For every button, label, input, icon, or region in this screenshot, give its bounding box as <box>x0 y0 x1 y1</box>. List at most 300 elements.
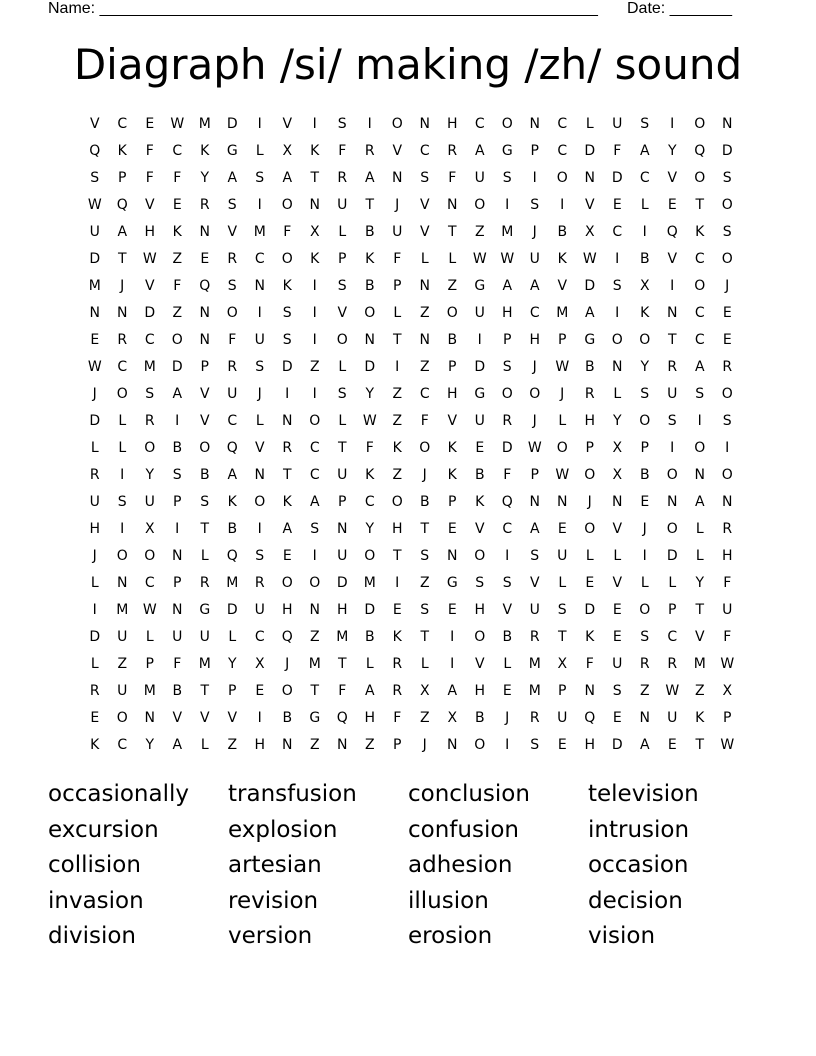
grid-letter: H <box>721 548 733 564</box>
grid-letter: M <box>693 656 706 672</box>
grid-letter: B <box>447 332 458 348</box>
grid-letter: W <box>555 359 570 375</box>
grid-letter: O <box>611 332 623 348</box>
grid-letter: H <box>254 737 266 753</box>
grid-letter: Y <box>145 737 155 753</box>
grid-letter: V <box>667 251 678 267</box>
grid-letter: D <box>666 548 678 564</box>
grid-letter: K <box>117 143 127 159</box>
grid-letter: S <box>722 413 732 429</box>
grid-letter: V <box>282 116 293 132</box>
grid-letter: B <box>364 224 375 240</box>
grid-letter: Q <box>89 143 101 159</box>
grid-letter: D <box>144 305 156 321</box>
grid-letter: M <box>198 116 211 132</box>
grid-letter: N <box>282 413 293 429</box>
grid-letter: O <box>391 494 403 510</box>
page-title: Diagraph /si/ making /zh/ sound <box>73 40 743 89</box>
grid-letter: L <box>668 575 677 591</box>
grid-letter: I <box>505 548 510 564</box>
grid-letter: Q <box>584 710 596 726</box>
grid-letter: K <box>695 224 705 240</box>
grid-letter: M <box>198 656 211 672</box>
grid-letter: K <box>365 467 375 483</box>
grid-letter: I <box>257 197 262 213</box>
grid-letter: I <box>312 332 317 348</box>
grid-letter: L <box>585 116 594 132</box>
grid-letter: S <box>337 278 347 294</box>
grid-letter: C <box>227 413 238 429</box>
grid-letter: U <box>612 656 623 672</box>
word-bank-item: vision <box>588 923 656 950</box>
grid-letter: F <box>338 143 347 159</box>
grid-letter: Z <box>309 629 320 645</box>
grid-letter: S <box>227 278 237 294</box>
grid-letter: F <box>145 143 154 159</box>
grid-letter: V <box>144 278 155 294</box>
grid-row <box>81 408 741 435</box>
grid-letter: I <box>257 710 262 726</box>
word-bank-item: occasionally <box>48 781 189 807</box>
grid-letter: R <box>337 170 348 186</box>
grid-letter: K <box>695 710 705 726</box>
grid-letter: I <box>257 116 262 132</box>
grid-letter: U <box>227 386 238 402</box>
grid-letter: E <box>612 710 622 726</box>
grid-letter: A <box>694 494 705 510</box>
word-bank-item: erosion <box>408 923 493 950</box>
grid-letter: N <box>419 332 430 348</box>
grid-letter: I <box>395 575 400 591</box>
grid-letter: R <box>144 413 155 429</box>
grid-letter: O <box>666 521 678 537</box>
grid-letter: J <box>587 494 592 510</box>
grid-letter: A <box>639 737 650 753</box>
grid-letter: U <box>337 548 348 564</box>
grid-letter: I <box>505 197 510 213</box>
grid-letter: K <box>282 494 292 510</box>
grid-letter: D <box>584 143 596 159</box>
grid-letter: W <box>527 440 542 456</box>
grid-letter: S <box>172 467 182 483</box>
word-bank-item: conclusion <box>408 781 530 807</box>
grid-letter: V <box>474 656 485 672</box>
grid-letter: D <box>611 170 623 186</box>
grid-letter: L <box>558 575 567 591</box>
grid-letter: T <box>695 737 705 753</box>
grid-letter: H <box>446 386 458 402</box>
grid-letter: F <box>173 170 182 186</box>
grid-letter: L <box>200 548 209 564</box>
grid-letter: X <box>144 521 155 537</box>
grid-letter: I <box>257 305 262 321</box>
grid-letter: O <box>116 386 128 402</box>
grid-letter: L <box>695 521 704 537</box>
grid-letter: M <box>143 359 156 375</box>
grid-letter: C <box>612 224 623 240</box>
grid-letter: E <box>145 116 155 132</box>
grid-letter: S <box>255 170 265 186</box>
grid-letter: B <box>474 710 485 726</box>
grid-letter: E <box>667 737 677 753</box>
grid-letter: N <box>529 116 540 132</box>
grid-row <box>81 165 741 192</box>
word-bank-item: explosion <box>228 816 338 843</box>
grid-letter: N <box>199 224 210 240</box>
grid-letter: R <box>199 575 210 591</box>
grid-letter: H <box>391 521 403 537</box>
word-bank-item: invasion <box>48 887 144 914</box>
grid-letter: J <box>422 467 427 483</box>
grid-letter: F <box>283 224 292 240</box>
grid-letter: O <box>309 413 321 429</box>
grid-letter: Q <box>336 710 348 726</box>
grid-letter: P <box>338 251 347 267</box>
grid-letter: W <box>720 737 735 753</box>
grid-letter: D <box>226 602 238 618</box>
grid-letter: P <box>393 278 402 294</box>
grid-letter: J <box>725 278 730 294</box>
grid-letter: J <box>532 359 537 375</box>
grid-letter: D <box>89 251 101 267</box>
grid-letter: C <box>117 116 128 132</box>
grid-letter: B <box>502 629 513 645</box>
grid-letter: C <box>309 467 320 483</box>
grid-letter: V <box>529 575 540 591</box>
grid-letter: M <box>336 629 349 645</box>
grid-letter: E <box>447 521 457 537</box>
grid-letter: T <box>200 521 210 537</box>
grid-letter: Y <box>612 413 622 429</box>
grid-letter: M <box>528 656 541 672</box>
grid-letter: B <box>364 629 375 645</box>
grid-letter: Q <box>666 224 678 240</box>
grid-letter: Q <box>199 278 211 294</box>
grid-letter: I <box>312 305 317 321</box>
grid-letter: V <box>199 710 210 726</box>
grid-letter: Y <box>640 359 650 375</box>
grid-letter: L <box>393 305 402 321</box>
grid-letter: C <box>694 332 705 348</box>
grid-letter: O <box>694 170 706 186</box>
grid-letter: K <box>447 467 457 483</box>
grid-letter: V <box>612 521 623 537</box>
grid-row <box>81 219 741 246</box>
grid-letter: X <box>612 440 623 456</box>
grid-letter: O <box>336 332 348 348</box>
grid-letter: T <box>695 602 705 618</box>
grid-letter: S <box>145 386 155 402</box>
letter-grid <box>81 111 741 759</box>
grid-letter: B <box>557 224 568 240</box>
grid-letter: E <box>722 332 732 348</box>
grid-letter: L <box>200 737 209 753</box>
grid-letter: W <box>720 656 735 672</box>
word-bank-item: collision <box>48 852 141 879</box>
grid-letter: K <box>640 305 650 321</box>
grid-letter: S <box>557 602 567 618</box>
grid-letter: J <box>505 710 510 726</box>
grid-row <box>81 462 741 489</box>
grid-letter: U <box>474 413 485 429</box>
grid-letter: V <box>419 224 430 240</box>
grid-letter: E <box>612 602 622 618</box>
word-bank-item: revision <box>228 887 319 914</box>
grid-letter: A <box>447 683 458 699</box>
grid-letter: G <box>446 575 458 591</box>
grid-letter: Z <box>419 305 430 321</box>
grid-letter: I <box>560 197 565 213</box>
grid-letter: T <box>667 332 677 348</box>
grid-letter: G <box>501 143 513 159</box>
grid-row <box>81 651 741 678</box>
grid-letter: C <box>172 143 183 159</box>
grid-letter: C <box>694 251 705 267</box>
grid-letter: T <box>310 170 320 186</box>
grid-letter: O <box>666 467 678 483</box>
grid-letter: A <box>117 224 128 240</box>
grid-letter: Q <box>694 143 706 159</box>
grid-letter: A <box>282 521 293 537</box>
grid-letter: A <box>172 737 183 753</box>
grid-letter: J <box>257 386 262 402</box>
grid-letter: O <box>584 521 596 537</box>
grid-letter: P <box>668 602 677 618</box>
grid-letter: O <box>474 629 486 645</box>
grid-letter: L <box>420 251 429 267</box>
grid-row <box>81 327 741 354</box>
grid-letter: L <box>613 548 622 564</box>
grid-letter: N <box>557 494 568 510</box>
grid-letter: B <box>199 467 210 483</box>
grid-letter: O <box>694 116 706 132</box>
grid-letter: Z <box>364 737 375 753</box>
grid-letter: O <box>639 602 651 618</box>
grid-letter: Z <box>117 656 128 672</box>
grid-letter: O <box>694 278 706 294</box>
grid-letter: N <box>584 170 595 186</box>
grid-letter: O <box>474 737 486 753</box>
grid-letter: E <box>392 602 402 618</box>
grid-letter: C <box>557 143 568 159</box>
grid-letter: J <box>92 548 97 564</box>
grid-letter: N <box>172 548 183 564</box>
grid-letter: E <box>255 683 265 699</box>
grid-letter: S <box>502 170 512 186</box>
grid-letter: P <box>173 494 182 510</box>
grid-letter: K <box>310 251 320 267</box>
grid-letter: U <box>667 386 678 402</box>
grid-letter: N <box>337 737 348 753</box>
grid-letter: I <box>670 278 675 294</box>
grid-letter: X <box>612 467 623 483</box>
grid-letter: H <box>364 710 376 726</box>
grid-row <box>81 597 741 624</box>
grid-letter: C <box>144 332 155 348</box>
grid-letter: L <box>640 197 649 213</box>
grid-letter: C <box>254 629 265 645</box>
grid-letter: K <box>447 440 457 456</box>
grid-letter: H <box>89 521 101 537</box>
grid-letter: N <box>144 710 155 726</box>
grid-letter: J <box>285 656 290 672</box>
grid-letter: P <box>173 575 182 591</box>
grid-letter: I <box>175 521 180 537</box>
word-bank-item: excursion <box>48 816 159 843</box>
grid-letter: T <box>337 656 347 672</box>
grid-letter: P <box>200 359 209 375</box>
grid-letter: D <box>281 359 293 375</box>
grid-letter: R <box>227 251 238 267</box>
grid-letter: K <box>392 440 402 456</box>
grid-letter: O <box>199 440 211 456</box>
grid-letter: R <box>667 656 678 672</box>
grid-letter: V <box>172 710 183 726</box>
grid-letter: B <box>419 494 430 510</box>
grid-letter: E <box>612 629 622 645</box>
grid-letter: K <box>200 143 210 159</box>
grid-letter: Z <box>172 251 183 267</box>
grid-letter: U <box>722 602 733 618</box>
grid-letter: I <box>725 440 730 456</box>
grid-letter: L <box>585 548 594 564</box>
grid-letter: D <box>364 359 376 375</box>
grid-letter: L <box>338 359 347 375</box>
grid-letter: L <box>90 575 99 591</box>
grid-row <box>81 354 741 381</box>
grid-letter: N <box>117 305 128 321</box>
grid-row <box>81 489 741 516</box>
grid-letter: W <box>362 413 377 429</box>
grid-letter: O <box>116 710 128 726</box>
grid-letter: R <box>117 332 128 348</box>
grid-letter: L <box>640 575 649 591</box>
grid-letter: O <box>254 494 266 510</box>
grid-letter: R <box>364 143 375 159</box>
grid-letter: E <box>502 683 512 699</box>
grid-letter: Y <box>227 656 237 672</box>
grid-letter: V <box>557 278 568 294</box>
grid-letter: A <box>227 170 238 186</box>
grid-letter: V <box>227 710 238 726</box>
grid-letter: N <box>529 494 540 510</box>
grid-row <box>81 516 741 543</box>
grid-letter: M <box>528 683 541 699</box>
grid-letter: S <box>200 494 210 510</box>
grid-letter: S <box>667 413 677 429</box>
grid-letter: F <box>585 656 594 672</box>
grid-letter: I <box>312 116 317 132</box>
grid-letter: O <box>474 548 486 564</box>
word-bank-item: version <box>228 923 313 950</box>
grid-letter: R <box>639 656 650 672</box>
grid-letter: B <box>474 467 485 483</box>
grid-letter: S <box>282 332 292 348</box>
grid-letter: I <box>257 521 262 537</box>
grid-letter: V <box>199 413 210 429</box>
word-bank-item: artesian <box>228 852 322 879</box>
grid-letter: H <box>529 332 541 348</box>
grid-letter: D <box>474 359 486 375</box>
grid-letter: R <box>254 575 265 591</box>
grid-letter: J <box>395 197 400 213</box>
grid-letter: U <box>254 332 265 348</box>
grid-letter: R <box>529 710 540 726</box>
grid-letter: S <box>530 548 540 564</box>
grid-letter: D <box>584 602 596 618</box>
grid-letter: R <box>282 440 293 456</box>
grid-letter: T <box>200 683 210 699</box>
grid-letter: O <box>144 548 156 564</box>
grid-letter: L <box>228 629 237 645</box>
grid-letter: E <box>557 521 567 537</box>
grid-row <box>81 705 741 732</box>
grid-letter: E <box>447 602 457 618</box>
grid-letter: S <box>530 197 540 213</box>
grid-letter: N <box>117 575 128 591</box>
grid-letter: C <box>117 737 128 753</box>
grid-letter: O <box>721 197 733 213</box>
grid-letter: V <box>612 575 623 591</box>
grid-letter: W <box>472 251 487 267</box>
grid-letter: T <box>447 224 457 240</box>
grid-letter: N <box>337 521 348 537</box>
grid-letter: S <box>337 386 347 402</box>
grid-letter: N <box>254 467 265 483</box>
grid-letter: L <box>613 386 622 402</box>
grid-letter: F <box>723 629 732 645</box>
grid-letter: F <box>228 332 237 348</box>
grid-letter: C <box>639 170 650 186</box>
grid-letter: A <box>172 386 183 402</box>
grid-letter: V <box>227 224 238 240</box>
grid-letter: Z <box>639 683 650 699</box>
grid-letter: Q <box>281 629 293 645</box>
grid-letter: P <box>145 656 154 672</box>
grid-letter: R <box>529 629 540 645</box>
grid-letter: B <box>172 440 183 456</box>
grid-letter: N <box>199 305 210 321</box>
grid-letter: W <box>555 467 570 483</box>
grid-letter: O <box>474 197 486 213</box>
grid-letter: R <box>392 683 403 699</box>
grid-letter: P <box>448 359 457 375</box>
grid-letter: B <box>584 359 595 375</box>
grid-letter: O <box>584 467 596 483</box>
grid-letter: S <box>420 602 430 618</box>
grid-letter: M <box>226 575 239 591</box>
grid-letter: V <box>199 386 210 402</box>
grid-letter: V <box>667 170 678 186</box>
grid-letter: O <box>639 413 651 429</box>
grid-letter: I <box>312 386 317 402</box>
grid-letter: U <box>392 224 403 240</box>
grid-letter: H <box>144 224 156 240</box>
grid-letter: G <box>474 278 486 294</box>
grid-letter: U <box>557 548 568 564</box>
grid-letter: Y <box>365 521 375 537</box>
date-field-label: Date: _______ <box>627 0 732 17</box>
worksheet-header <box>48 0 748 20</box>
grid-letter: O <box>116 548 128 564</box>
grid-letter: E <box>475 440 485 456</box>
grid-letter: F <box>338 683 347 699</box>
grid-letter: B <box>364 278 375 294</box>
grid-letter: C <box>364 494 375 510</box>
grid-letter: Z <box>419 359 430 375</box>
grid-letter: D <box>611 737 623 753</box>
grid-letter: J <box>560 386 565 402</box>
